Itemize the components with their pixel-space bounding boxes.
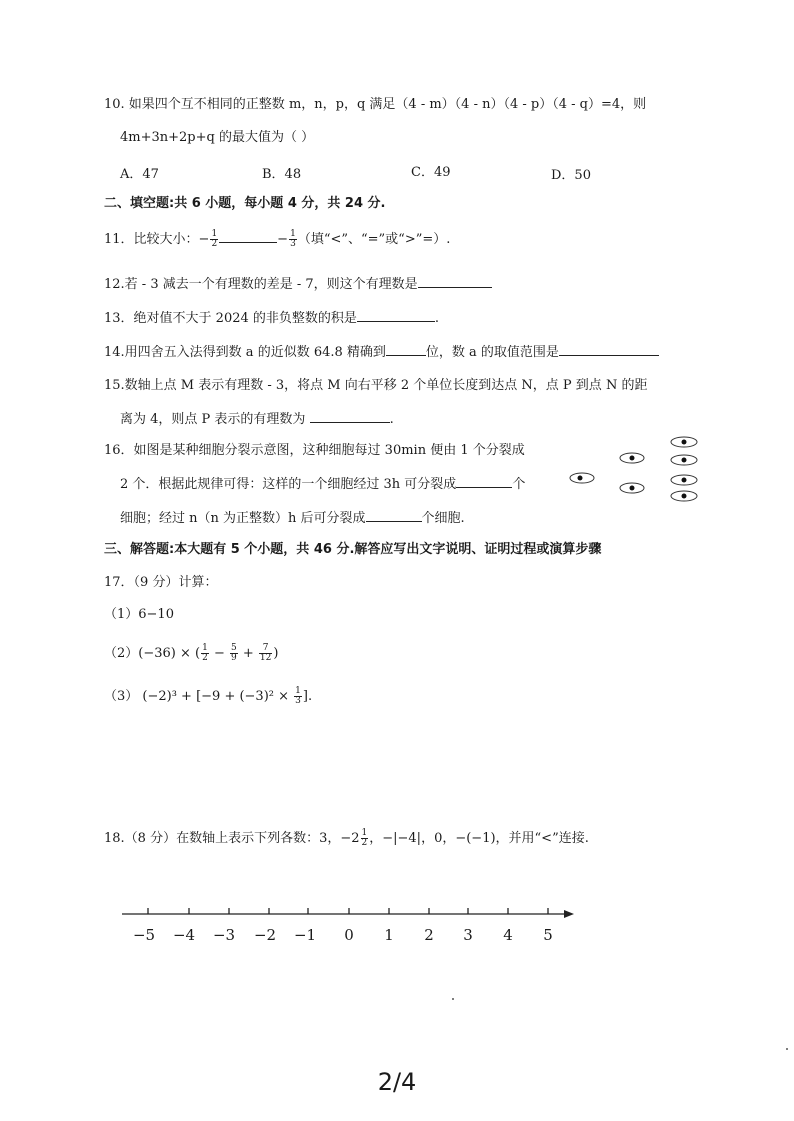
q14-blank-1[interactable]	[386, 343, 426, 356]
number-line	[118, 900, 580, 960]
q17-frac-1: $\frac{1}{2}$	[202, 643, 208, 663]
q10-line1: 10. 如果四个互不相同的正整数 m，n，p，q 满足（4 - m）（4 - n）（4 - p）（4 - q）=4，则	[104, 97, 647, 112]
q12-answer-blank[interactable]	[418, 275, 492, 288]
q13-text: 13．绝对值不大于 2024 的非负整数的积是	[104, 311, 357, 326]
q16-blank-2[interactable]	[366, 509, 422, 522]
q16-line3	[120, 509, 465, 527]
q11-answer-blank[interactable]	[219, 230, 277, 243]
q16-line1: 16．如图是某种细胞分裂示意图，这种细胞每过 30min 便由 1 个分裂成	[104, 443, 525, 458]
q10-choice-d: D．50	[551, 168, 591, 183]
nucleus-stage1	[578, 476, 583, 481]
q17-frac-4: $\frac{1}{3}$	[295, 686, 301, 706]
tick-label: 3	[463, 926, 473, 944]
q17-frac-3: $\frac{7}{12}$	[259, 643, 272, 663]
q11-prefix: 11．比较大小：−	[104, 232, 210, 247]
q10-choice-a: A．47	[120, 167, 159, 182]
q16-line2b: 个	[512, 477, 526, 492]
q17-part1: （1）6−10	[104, 607, 174, 622]
nucleus-stage3-b	[682, 458, 687, 463]
q10-choice-b: B．48	[262, 167, 302, 182]
q16-line2a: 2 个．根据此规律可得：这样的一个细胞经过 3h 可分裂成	[120, 477, 457, 492]
tick-label: 5	[543, 926, 553, 944]
q15-line2-text: 离为 4，则点 P 表示的有理数为	[120, 412, 306, 427]
cell-division-diagram	[560, 430, 710, 510]
q11	[104, 230, 450, 249]
q13-end: .	[434, 311, 440, 326]
q14-text-b: 位，数 a 的取值范围是	[425, 345, 559, 360]
q17-op-1: −	[209, 646, 229, 661]
q10-choice-c: C．49	[411, 165, 451, 180]
q11-suffix: （填“<”、“=”或“>”=）.	[297, 232, 451, 247]
tick-label: −2	[253, 926, 277, 944]
nucleus-stage2-b	[630, 486, 635, 491]
number-line-axis	[118, 900, 580, 924]
nucleus-stage3-d	[682, 494, 687, 499]
tick-label: 0	[344, 926, 354, 944]
nucleus-stage2-a	[630, 456, 635, 461]
speck	[452, 998, 454, 1000]
q17-part2	[104, 644, 278, 663]
tick-label: −3	[212, 926, 236, 944]
number-line-arrow-icon	[564, 910, 574, 918]
tick-label: 4	[503, 926, 513, 944]
q17-title: 17．（9 分）计算：	[104, 575, 218, 590]
q15-answer-blank[interactable]	[310, 410, 390, 423]
tick-label: 1	[384, 926, 394, 944]
q11-fraction-1: $\frac{1}{2}$	[211, 229, 218, 249]
q15-line1: 15.数轴上点 M 表示有理数 - 3，将点 M 向右平移 2 个单位长度到达点 N，点 P 到点 N 的距	[104, 378, 648, 393]
tick-label: −1	[293, 926, 317, 944]
q11-minus: −	[277, 232, 289, 247]
q18	[104, 829, 589, 848]
q17-part3-end: ].	[302, 689, 313, 704]
q14	[104, 343, 659, 361]
nucleus-stage3-c	[682, 478, 687, 483]
q15-end: .	[389, 412, 394, 427]
tick-label: −4	[172, 926, 196, 944]
q16-blank-1[interactable]	[456, 475, 512, 488]
page-number: 2/4	[377, 1068, 417, 1096]
q14-text-a: 14.用四舍五入法得到数 a 的近似数 64.8 精确到	[104, 345, 386, 360]
speck	[786, 1048, 788, 1050]
q17-part2-lead: （2）(−36) × (	[104, 646, 201, 661]
q17-part3	[104, 687, 312, 706]
q18-text-b: ，−|−4|，0，−(−1)，并用“<”连接.	[369, 831, 589, 846]
section3-heading: 三、解答题:本大题有 5 个小题，共 46 分.解答应写出文字说明、证明过程或演算步骤	[104, 542, 602, 557]
q18-text-a: 18.（8 分）在数轴上表示下列各数：3，−2	[104, 831, 360, 846]
q15-line2	[120, 410, 394, 428]
nucleus-stage3-a	[682, 440, 687, 445]
tick-label: 2	[424, 926, 434, 944]
q17-frac-2: $\frac{5}{9}$	[231, 643, 237, 663]
q13	[104, 309, 439, 327]
q11-fraction-2: $\frac{1}{3}$	[290, 229, 296, 249]
q16-line3a: 细胞；经过 n（n 为正整数）h 后可分裂成	[120, 511, 366, 526]
q17-part3-lead: （3） (−2)³ + [−9 + (−3)² ×	[104, 689, 294, 704]
q17-part2-end: )	[273, 646, 279, 661]
q18-frac: $\frac{1}{2}$	[361, 828, 368, 848]
q10-line2: 4m+3n+2p+q 的最大值为（ ）	[120, 130, 315, 145]
q12-text: 12.若 - 3 减去一个有理数的差是 - 7，则这个有理数是	[104, 277, 418, 292]
q16-line2	[120, 475, 525, 493]
q13-answer-blank[interactable]	[357, 309, 435, 322]
q16-line3b: 个细胞.	[421, 511, 465, 526]
q14-blank-2[interactable]	[559, 343, 659, 356]
section2-heading: 二、填空题:共 6 小题，每小题 4 分，共 24 分.	[104, 196, 386, 211]
q17-op-2: +	[238, 646, 258, 661]
q12	[104, 275, 492, 293]
tick-label: −5	[132, 926, 156, 944]
